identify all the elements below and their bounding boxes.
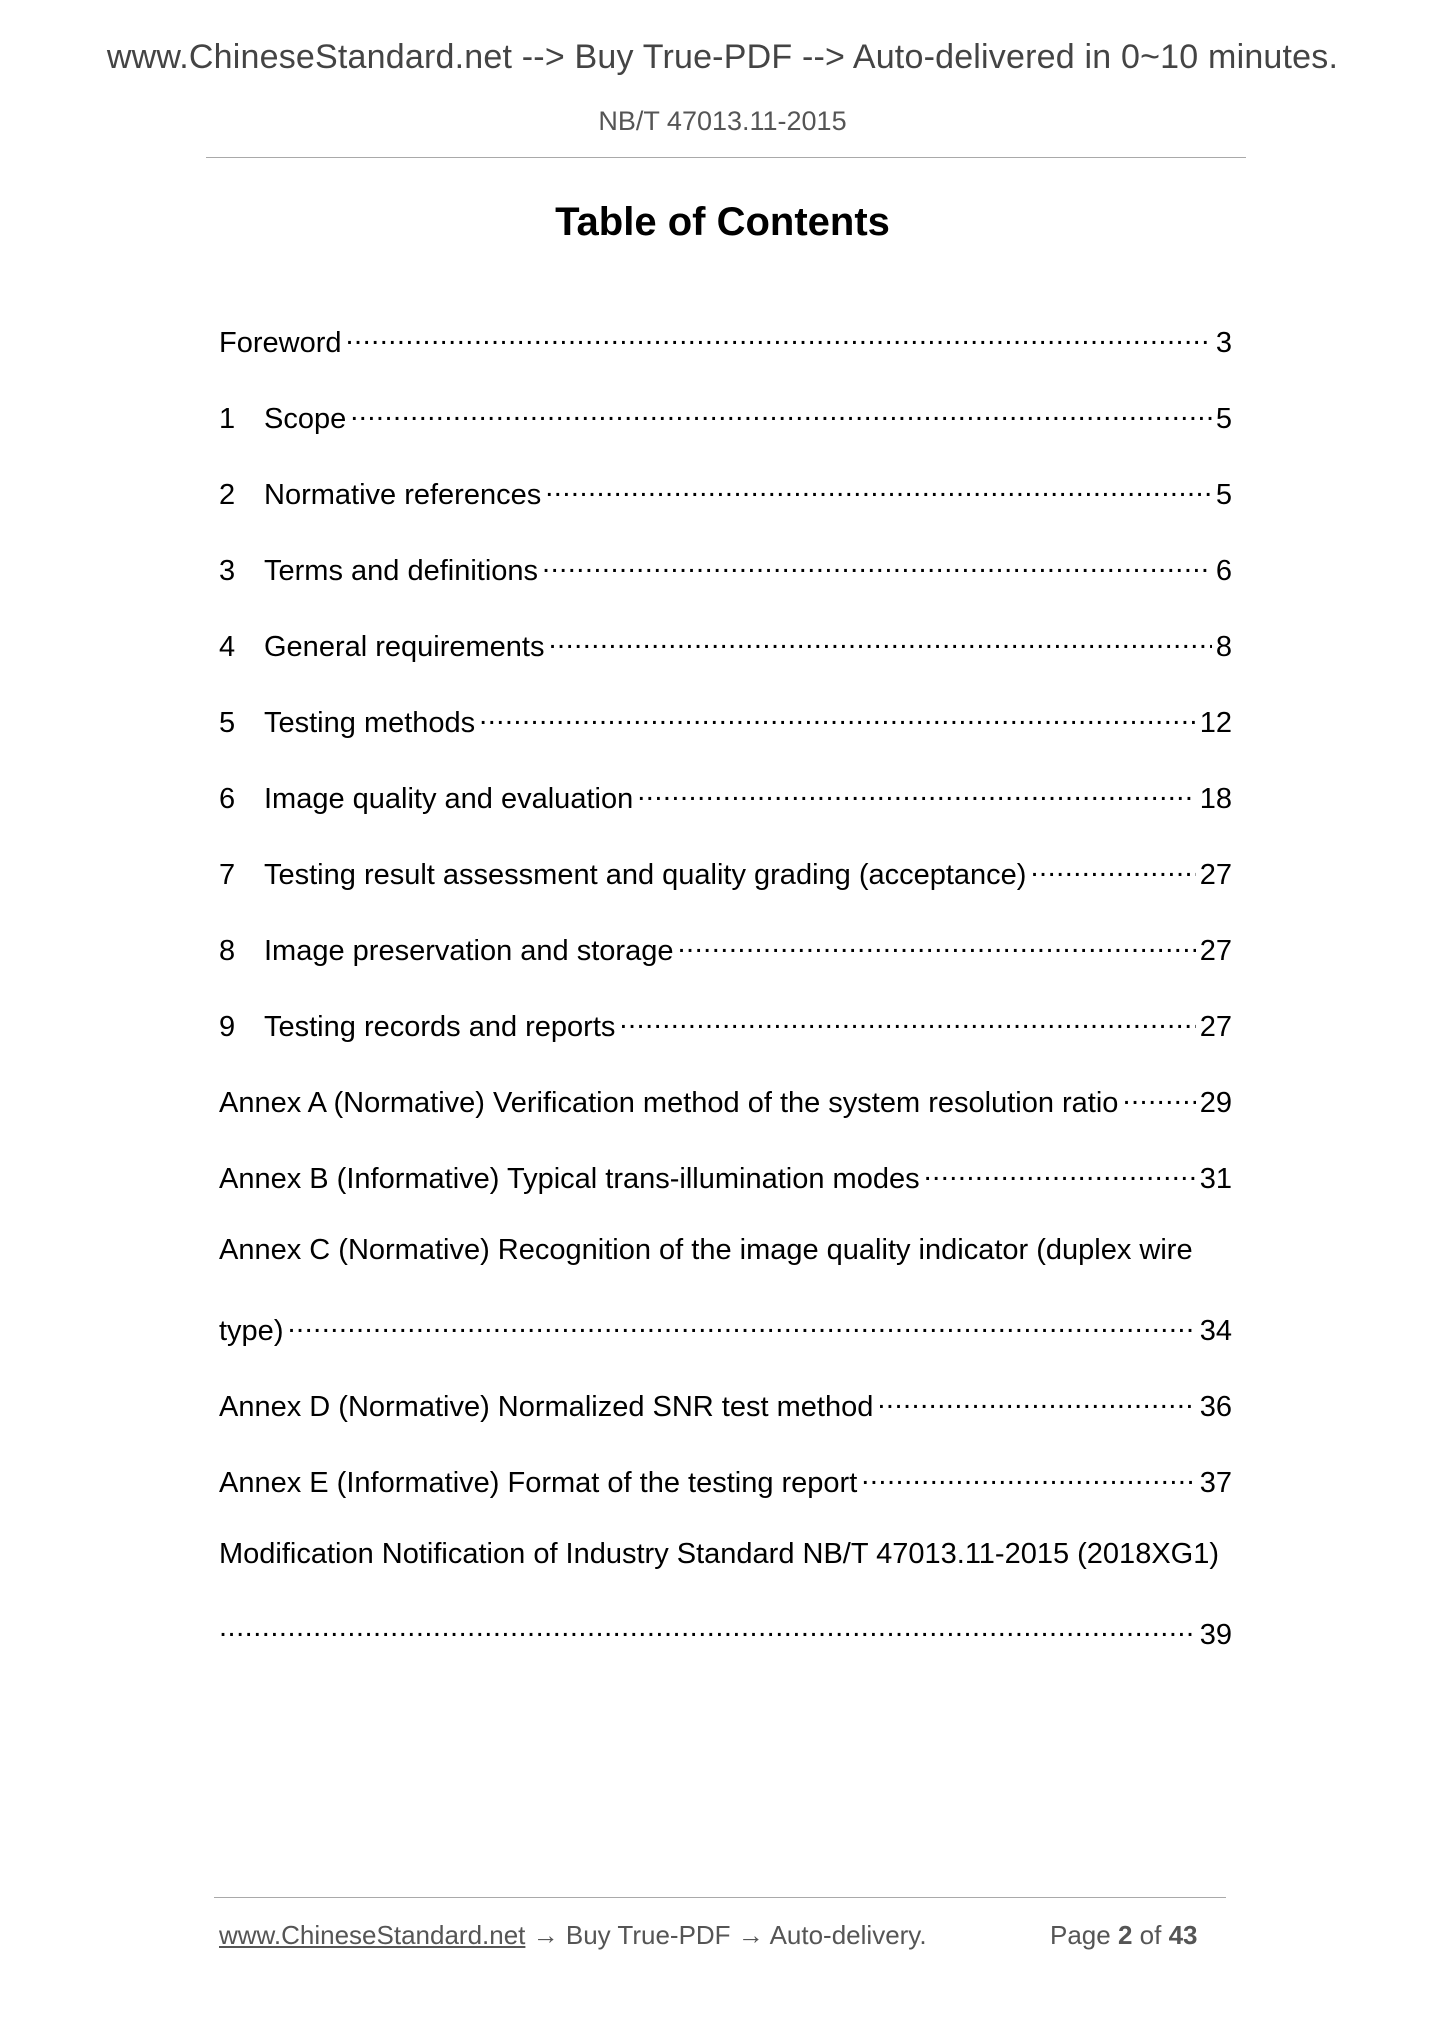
toc-entry-number: 2	[219, 479, 236, 511]
dot-leader	[542, 550, 1212, 580]
toc-entry-label: Image preservation and storage	[264, 935, 674, 967]
toc-entry-normative-references[interactable]	[219, 474, 1232, 514]
toc-entry-page: 5	[1215, 403, 1232, 435]
dot-leader	[548, 626, 1211, 656]
dot-leader	[677, 930, 1195, 960]
toc-entry-number: 8	[219, 935, 236, 967]
toc-entry-label: Annex A (Normative) Verification method of the system resolution ratio	[219, 1087, 1119, 1119]
of-word: of	[1139, 1920, 1162, 1950]
toc-entry-label: Testing methods	[264, 707, 476, 739]
toc-entry-page: 39	[1199, 1619, 1232, 1651]
toc-entry-image-quality[interactable]	[219, 778, 1232, 818]
dot-leader	[545, 474, 1212, 504]
toc-entry-image-preservation[interactable]	[219, 930, 1232, 970]
toc-entry-page: 3	[1215, 327, 1232, 359]
toc-entry-page: 12	[1199, 707, 1232, 739]
dot-leader	[287, 1310, 1195, 1340]
toc-entry-label: Testing records and reports	[264, 1011, 616, 1043]
dot-leader	[346, 322, 1212, 352]
toc-entry-page: 8	[1215, 631, 1232, 663]
dot-leader	[619, 1006, 1195, 1036]
toc-entry-result-assessment[interactable]	[219, 854, 1232, 894]
toc-entry-modification-notification-continued[interactable]	[219, 1614, 1232, 1654]
dot-leader	[219, 1614, 1196, 1644]
toc-entry-label: Modification Notification of Industry Standard NB/T 47013.11-2015 (2018XG1)	[219, 1538, 1220, 1570]
toc-entry-page: 37	[1199, 1467, 1232, 1499]
toc-entry-annex-c[interactable]	[219, 1234, 1232, 1274]
toc-entry-annex-c-continued[interactable]	[219, 1310, 1232, 1350]
toc-entry-page: 18	[1199, 783, 1232, 815]
toc-entry-number: 3	[219, 555, 236, 587]
toc-entry-annex-b[interactable]	[219, 1158, 1232, 1198]
toc-entry-label: Testing result assessment and quality grading (acceptance)	[264, 859, 1027, 891]
toc-entry-number: 5	[219, 707, 236, 739]
footer-tagline: → Buy True-PDF → Auto-delivery.	[525, 1920, 927, 1950]
toc-entry-page: 27	[1199, 935, 1232, 967]
toc-entry-number: 6	[219, 783, 236, 815]
toc-entry-label: Annex D (Normative) Normalized SNR test method	[219, 1391, 874, 1423]
top-banner: www.ChineseStandard.net --> Buy True-PDF --> Auto-delivered in 0~10 minutes.	[106, 38, 1339, 76]
toc-entry-label: General requirements	[264, 631, 545, 663]
toc-entry-label: Annex B (Informative) Typical trans-illumination modes	[219, 1163, 920, 1195]
toc-entry-page: 6	[1215, 555, 1232, 587]
toc-entry-page: 5	[1215, 479, 1232, 511]
toc-entry-label: Image quality and evaluation	[264, 783, 634, 815]
toc-entry-annex-a[interactable]	[219, 1082, 1232, 1122]
toc-entry-scope[interactable]	[219, 398, 1232, 438]
footer-site-link[interactable]: www.ChineseStandard.net	[219, 1920, 526, 1950]
toc-entry-foreword[interactable]	[219, 322, 1232, 362]
dot-leader	[924, 1158, 1196, 1188]
toc-entry-label: type)	[219, 1315, 284, 1347]
dot-leader	[479, 702, 1196, 732]
toc-entry-page: 27	[1199, 1011, 1232, 1043]
dot-leader	[1030, 854, 1195, 884]
page-total: 43	[1168, 1920, 1198, 1950]
page-current: 2	[1117, 1920, 1133, 1950]
toc-entry-label: Foreword	[219, 327, 342, 359]
toc-entry-page: 29	[1199, 1087, 1232, 1119]
toc-entry-modification-notification[interactable]	[219, 1538, 1232, 1578]
toc-entry-label: Terms and definitions	[264, 555, 539, 587]
toc-entry-general-requirements[interactable]	[219, 626, 1232, 666]
toc-entry-annex-e[interactable]	[219, 1462, 1232, 1502]
dot-leader	[861, 1462, 1195, 1492]
toc-entry-page: 31	[1199, 1163, 1232, 1195]
footer-divider	[214, 1897, 1226, 1898]
page-word: Page	[1050, 1920, 1111, 1950]
toc-entry-number: 1	[219, 403, 236, 435]
dot-leader	[350, 398, 1212, 428]
toc-entry-page: 36	[1199, 1391, 1232, 1423]
toc-entry-number: 4	[219, 631, 236, 663]
dot-leader	[1122, 1082, 1195, 1112]
toc-entry-label: Normative references	[264, 479, 542, 511]
dot-leader	[877, 1386, 1195, 1416]
page-indicator	[1050, 1920, 1198, 1951]
standard-code: NB/T 47013.11-2015	[598, 106, 847, 136]
header-divider	[206, 157, 1246, 158]
dot-leader	[637, 778, 1196, 808]
toc-entry-testing-methods[interactable]	[219, 702, 1232, 742]
toc-entry-label: Annex E (Informative) Format of the testing report	[219, 1467, 858, 1499]
toc-entry-terms-definitions[interactable]	[219, 550, 1232, 590]
toc-entry-annex-d[interactable]	[219, 1386, 1232, 1426]
page-footer	[219, 1920, 1219, 1951]
toc-entry-label: Annex C (Normative) Recognition of the image quality indicator (duplex wire	[219, 1234, 1193, 1266]
toc-entry-number: 9	[219, 1011, 236, 1043]
toc-entry-number: 7	[219, 859, 236, 891]
toc-entry-page: 27	[1199, 859, 1232, 891]
toc-entry-testing-records[interactable]	[219, 1006, 1232, 1046]
toc-entry-page: 34	[1199, 1315, 1232, 1347]
page-title: Table of Contents	[555, 200, 890, 244]
toc-entry-label: Scope	[264, 403, 347, 435]
